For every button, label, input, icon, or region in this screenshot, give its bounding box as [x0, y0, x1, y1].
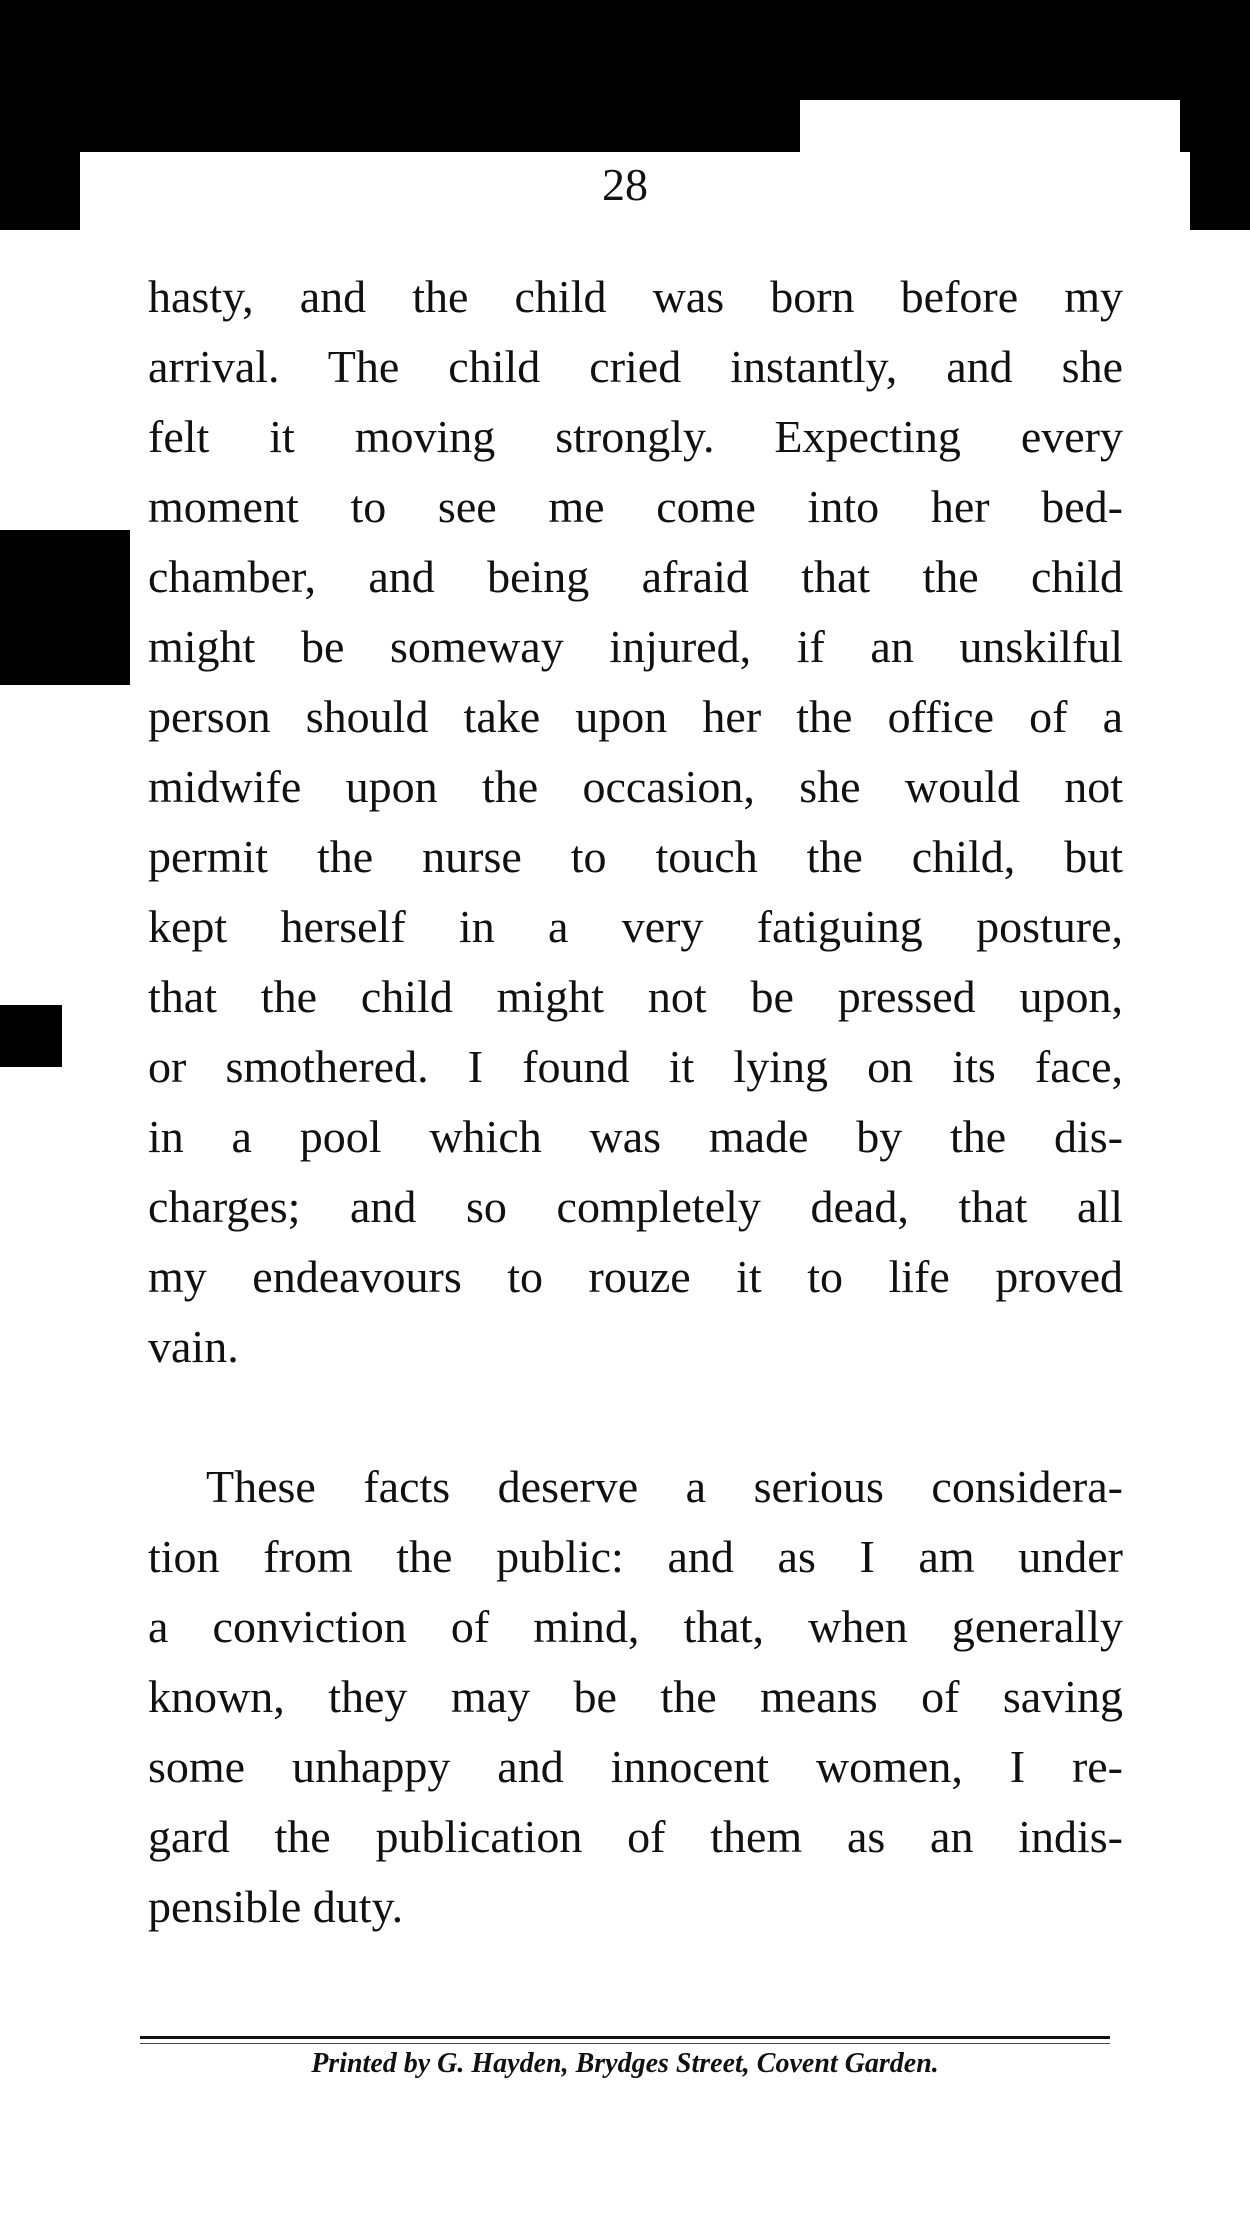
- text-line: some unhappy and innocent women, I re-: [148, 1741, 1123, 1792]
- footer-rule-thin: [140, 2043, 1110, 2044]
- text-line: that the child might not be pressed upon,: [148, 971, 1123, 1022]
- text-line: pensible duty.: [148, 1881, 404, 1932]
- body-text: [148, 262, 1123, 1942]
- paragraph-1: [148, 262, 1123, 1382]
- text-line: vain.: [148, 1321, 239, 1372]
- text-line: charges; and so completely dead, that all: [148, 1181, 1123, 1232]
- text-line: moment to see me come into her bed-: [148, 481, 1123, 532]
- text-line: or smothered. I found it lying on its face,: [148, 1041, 1123, 1092]
- scan-smudge-left-small: [0, 1005, 62, 1067]
- text-line: felt it moving strongly. Expecting every: [148, 411, 1123, 462]
- footer-rule: [140, 2036, 1110, 2039]
- paragraph-2: [148, 1452, 1123, 1942]
- text-line: gard the publication of them as an indis-: [148, 1811, 1123, 1862]
- text-line: chamber, and being afraid that the child: [148, 551, 1123, 602]
- text-line: in a pool which was made by the dis-: [148, 1111, 1123, 1162]
- text-line: might be someway injured, if an unskilful: [148, 621, 1123, 672]
- text-line: hasty, and the child was born before my: [148, 271, 1123, 322]
- text-line: kept herself in a very fatiguing posture,: [148, 901, 1123, 952]
- scan-smudge-left: [0, 530, 130, 685]
- printer-imprint: Printed by G. Hayden, Brydges Street, Covent Garden.: [311, 2048, 939, 2079]
- page-top-notch: [800, 100, 1180, 160]
- text-line: a conviction of mind, that, when generally: [148, 1601, 1123, 1652]
- text-line: arrival. The child cried instantly, and she: [148, 341, 1123, 392]
- page-number: 28: [602, 159, 648, 210]
- text-line: person should take upon her the office of a: [148, 691, 1123, 742]
- text-line: midwife upon the occasion, she would not: [148, 761, 1123, 812]
- text-line: These facts deserve a serious considera-: [206, 1461, 1123, 1512]
- text-line: permit the nurse to touch the child, but: [148, 831, 1123, 882]
- text-line: tion from the public: and as I am under: [148, 1531, 1123, 1582]
- text-line: my endeavours to rouze it to life proved: [148, 1251, 1123, 1302]
- text-line: known, they may be the means of saving: [148, 1671, 1123, 1722]
